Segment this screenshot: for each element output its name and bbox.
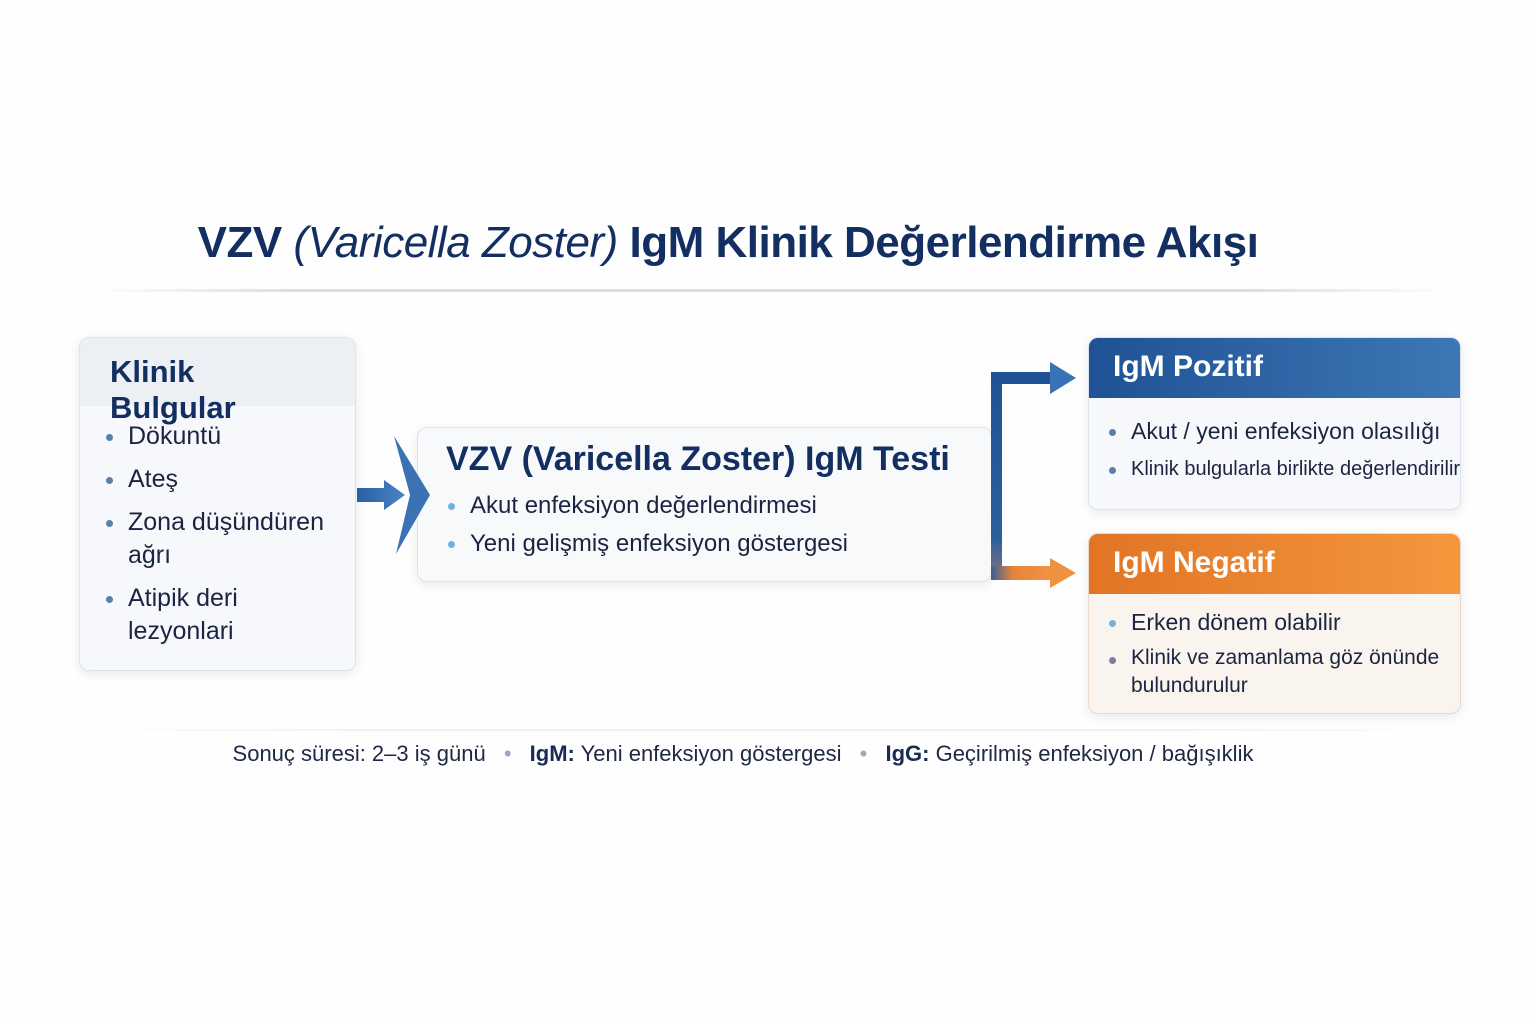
igm-test-list <box>418 485 991 563</box>
igm-negative-list <box>1089 594 1460 700</box>
igm-text: Yeni enfeksiyon göstergesi <box>580 741 842 766</box>
arrow-right-icon <box>357 480 405 510</box>
igm-label: IgM: <box>529 741 575 766</box>
title-divider <box>90 289 1450 292</box>
page-title <box>0 218 1456 268</box>
clinical-findings-card <box>79 337 356 671</box>
igm-positive-heading: IgM Pozitif <box>1089 338 1460 398</box>
list-item: Ateş <box>106 463 335 496</box>
separator-dot: • <box>859 741 868 766</box>
list-item: Akut enfeksiyon değerlendirmesi <box>448 487 963 525</box>
branch-bracket-icon <box>991 362 1076 588</box>
list-item: Dökuntü <box>106 420 335 453</box>
separator-dot: • <box>503 741 512 766</box>
list-item: Akut / yeni enfeksiyon olasılığı <box>1109 412 1460 450</box>
igg-label: IgG: <box>885 741 930 766</box>
footer-note <box>0 741 1486 767</box>
list-item: Klinik ve zamanlama göz önünde bulundurulur <box>1109 644 1444 700</box>
igm-test-card <box>417 427 992 582</box>
list-item: Erken dönem olabilir <box>1109 606 1444 638</box>
igm-test-heading: VZV (Varicella Zoster) IgM Testi <box>446 440 950 478</box>
footer-divider <box>80 729 1460 731</box>
igm-negative-card <box>1088 533 1461 714</box>
list-item: Yeni gelişmiş enfeksiyon göstergesi <box>448 525 963 563</box>
igg-text: Geçirilmiş enfeksiyon / bağışıklik <box>935 741 1254 766</box>
clinical-findings-heading: Klinik Bulgular <box>80 338 355 406</box>
list-item: Zona düşündüren ağrı <box>106 506 335 572</box>
list-item: Klinik bulgularla birlikte değerlendirilir <box>1109 450 1460 488</box>
title-italic: (Varicella Zoster) <box>293 218 618 267</box>
igm-positive-list <box>1089 398 1460 488</box>
title-prefix: VZV <box>197 218 282 267</box>
clinical-findings-list <box>80 406 355 648</box>
igm-negative-heading: IgM Negatif <box>1089 534 1460 594</box>
list-item: Atipik deri lezyonlari <box>106 582 335 648</box>
turnaround-text: Sonuç süresi: 2–3 iş günü <box>232 741 486 766</box>
title-suffix: IgM Klinik Değerlendirme Akışı <box>629 218 1259 267</box>
igm-positive-card <box>1088 337 1461 510</box>
